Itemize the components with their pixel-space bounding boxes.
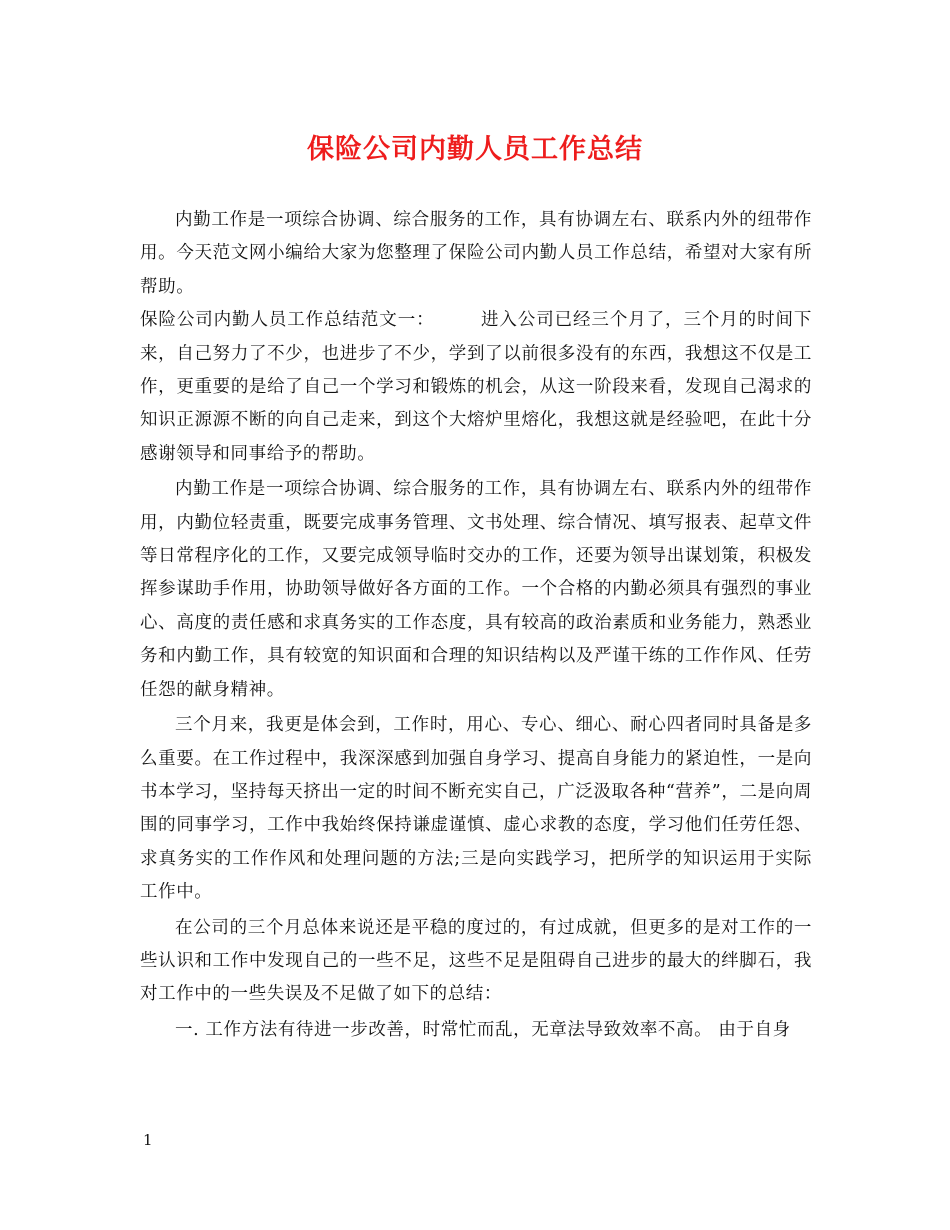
paragraph-duties: 内勤工作是一项综合协调、综合服务的工作，具有协调左右、联系内外的纽带作用，内勤位轻责重，既要完成事务管理、文书处理、综合情况、填写报表、起草文件等日常程序化的工作，又要完成领导临时交办的工作，还要为领导出谋划策，积极发挥参谋助手作用，协助领导做好各方面的工作。一个合格的内勤必须具有强烈的事业心、高度的责任感和求真务实的工作态度，具有较高的政治素质和业务能力，熟悉业务和内勤工作，具有较宽的知识面和合理的知识结构以及严谨干练的工作作风、任劳任怨的献身精神。	[140, 479, 812, 700]
paragraph-point-one: 一. 工作方法有待进一步改善，时常忙而乱，无章法导致效率不高。 由于自身	[175, 1019, 791, 1040]
paragraph-summary: 在公司的三个月总体来说还是平稳的度过的，有过成就，但更多的是对工作的一些认识和工作中发现自己的一些不足，这些不足是阻碍自己进步的最大的绊脚石，我对工作中的一些失误及不足做了如下的总结：	[140, 917, 812, 1005]
page-number: 1	[143, 1131, 153, 1149]
paragraph-intro: 内勤工作是一项综合协调、综合服务的工作，具有协调左右、联系内外的纽带作用。今天范文网小编给大家为您整理了保险公司内勤人员工作总结，希望对大家有所帮助。	[140, 210, 812, 297]
document-body	[140, 204, 812, 1047]
paragraph-sample-one: 保险公司内勤人员工作总结范文一： 进入公司已经三个月了，三个月的时间下来，自己努力了不少，也进步了不少，学到了以前很多没有的东西，我想这不仅是工作，更重要的是给了自己一个学习和锻炼的机会，从这一阶段来看，发现自己渴求的知识正源源不断的向自己走来，到这个大熔炉里熔化，我想这就是经验吧，在此十分感谢领导和同事给予的帮助。	[140, 310, 812, 464]
paragraph-experience: 三个月来，我更是体会到，工作时，用心、专心、细心、耐心四者同时具备是多么重要。在工作过程中，我深深感到加强自身学习、提高自身能力的紧迫性，一是向书本学习，坚持每天挤出一定的时间不断充实自己，广泛汲取各种“营养”，二是向周围的同事学习，工作中我始终保持谦虚谨慎、虚心求教的态度，学习他们任劳任怨、求真务实的工作作风和处理问题的方法;三是向实践学习，把所学的知识运用于实际工作中。	[140, 715, 812, 903]
document-title: 保险公司内勤人员工作总结	[307, 134, 643, 165]
